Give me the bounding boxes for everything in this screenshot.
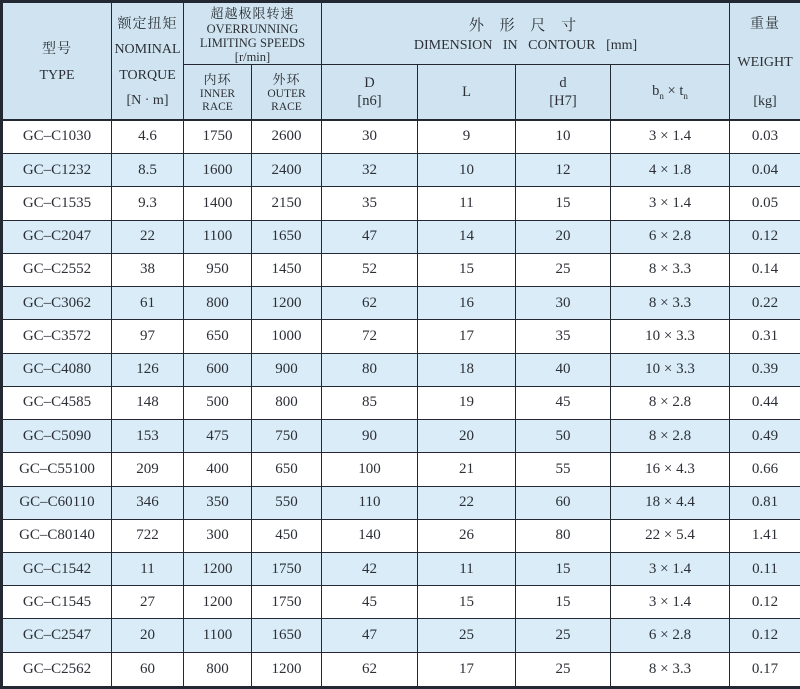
cell-D: 62 bbox=[322, 287, 418, 320]
col-header-torque-en2: TORQUE bbox=[119, 67, 176, 83]
col-header-bt bbox=[611, 65, 730, 120]
cell-weight: 0.39 bbox=[730, 353, 800, 386]
col-header-dimension bbox=[322, 2, 730, 65]
cell-D: 80 bbox=[322, 353, 418, 386]
cell-L: 15 bbox=[418, 586, 516, 619]
cell-inner-race-speed: 800 bbox=[184, 652, 252, 687]
cell-weight: 0.12 bbox=[730, 586, 800, 619]
cell-inner-race-speed: 1400 bbox=[184, 187, 252, 220]
cell-L: 14 bbox=[418, 220, 516, 253]
cell-bt: 4 × 1.8 bbox=[611, 154, 730, 187]
cell-nominal-torque: 8.5 bbox=[112, 154, 184, 187]
cell-type: GC–C5090 bbox=[2, 420, 112, 453]
cell-outer-race-speed: 650 bbox=[252, 453, 322, 486]
cell-inner-race-speed: 300 bbox=[184, 519, 252, 552]
cell-inner-race-speed: 400 bbox=[184, 453, 252, 486]
col-header-outer-zh: 外环 bbox=[272, 72, 301, 88]
cell-D: 62 bbox=[322, 652, 418, 687]
cell-D: 90 bbox=[322, 420, 418, 453]
cell-inner-race-speed: 800 bbox=[184, 287, 252, 320]
cell-bt: 10 × 3.3 bbox=[611, 320, 730, 353]
col-header-inner-race bbox=[184, 65, 252, 120]
table-row bbox=[2, 287, 800, 320]
cell-bt: 22 × 5.4 bbox=[611, 519, 730, 552]
cell-type: GC–C4080 bbox=[2, 353, 112, 386]
col-header-D-sym: D bbox=[364, 74, 375, 91]
cell-d: 25 bbox=[516, 253, 611, 286]
cell-inner-race-speed: 350 bbox=[184, 486, 252, 519]
cell-d: 60 bbox=[516, 486, 611, 519]
cell-weight: 0.11 bbox=[730, 552, 800, 585]
cell-inner-race-speed: 1200 bbox=[184, 552, 252, 585]
cell-L: 26 bbox=[418, 519, 516, 552]
cell-inner-race-speed: 650 bbox=[184, 320, 252, 353]
col-header-weight bbox=[730, 2, 800, 120]
cell-D: 100 bbox=[322, 453, 418, 486]
cell-type: GC–C60110 bbox=[2, 486, 112, 519]
cell-L: 21 bbox=[418, 453, 516, 486]
col-header-inner-zh: 内环 bbox=[203, 72, 232, 88]
cell-L: 25 bbox=[418, 619, 516, 652]
cell-D: 72 bbox=[322, 320, 418, 353]
cell-D: 47 bbox=[322, 220, 418, 253]
cell-nominal-torque: 27 bbox=[112, 586, 184, 619]
cell-outer-race-speed: 2400 bbox=[252, 154, 322, 187]
cell-bt: 8 × 2.8 bbox=[611, 420, 730, 453]
cell-L: 10 bbox=[418, 154, 516, 187]
cell-d: 25 bbox=[516, 652, 611, 687]
col-header-type-en: TYPE bbox=[39, 67, 75, 83]
col-header-dimension-zh: 外 形 尺 寸 bbox=[468, 17, 583, 34]
cell-nominal-torque: 38 bbox=[112, 253, 184, 286]
cell-bt: 18 × 4.4 bbox=[611, 486, 730, 519]
col-header-type bbox=[2, 2, 112, 120]
cell-L: 11 bbox=[418, 552, 516, 585]
cell-d: 30 bbox=[516, 287, 611, 320]
col-header-weight-en: WEIGHT bbox=[737, 55, 793, 71]
cell-bt: 6 × 2.8 bbox=[611, 619, 730, 652]
cell-weight: 0.03 bbox=[730, 120, 800, 154]
cell-D: 35 bbox=[322, 187, 418, 220]
cell-d: 12 bbox=[516, 154, 611, 187]
table-row bbox=[2, 386, 800, 419]
cell-D: 140 bbox=[322, 519, 418, 552]
cell-d: 55 bbox=[516, 453, 611, 486]
col-header-outer-en2: RACE bbox=[271, 101, 302, 114]
cell-inner-race-speed: 1750 bbox=[184, 120, 252, 154]
cell-bt: 8 × 3.3 bbox=[611, 652, 730, 687]
cell-nominal-torque: 61 bbox=[112, 287, 184, 320]
cell-nominal-torque: 97 bbox=[112, 320, 184, 353]
cell-L: 17 bbox=[418, 652, 516, 687]
col-header-type-zh: 型号 bbox=[42, 41, 72, 57]
col-header-d-unit: [H7] bbox=[549, 92, 577, 109]
table-row bbox=[2, 420, 800, 453]
table-row bbox=[2, 154, 800, 187]
cell-outer-race-speed: 1200 bbox=[252, 652, 322, 687]
cell-nominal-torque: 9.3 bbox=[112, 187, 184, 220]
col-header-outer-en1: OUTER bbox=[267, 88, 306, 101]
cell-bt: 10 × 3.3 bbox=[611, 353, 730, 386]
cell-type: GC–C2562 bbox=[2, 652, 112, 687]
table-row bbox=[2, 453, 800, 486]
col-header-overrunning-speeds bbox=[184, 2, 322, 65]
cell-type: GC–C4585 bbox=[2, 386, 112, 419]
cell-outer-race-speed: 800 bbox=[252, 386, 322, 419]
col-header-dimension-en: DIMENSION IN CONTOUR [mm] bbox=[413, 37, 638, 53]
cell-weight: 0.17 bbox=[730, 652, 800, 687]
cell-weight: 0.12 bbox=[730, 619, 800, 652]
cell-bt: 3 × 1.4 bbox=[611, 586, 730, 619]
cell-d: 15 bbox=[516, 552, 611, 585]
cell-D: 85 bbox=[322, 386, 418, 419]
cell-bt: 8 × 3.3 bbox=[611, 253, 730, 286]
col-header-D-unit: [n6] bbox=[357, 92, 382, 109]
col-header-weight-unit: [kg] bbox=[753, 93, 777, 109]
cell-L: 15 bbox=[418, 253, 516, 286]
cell-D: 32 bbox=[322, 154, 418, 187]
cell-outer-race-speed: 1650 bbox=[252, 619, 322, 652]
table-row bbox=[2, 586, 800, 619]
cell-outer-race-speed: 1650 bbox=[252, 220, 322, 253]
cell-inner-race-speed: 500 bbox=[184, 386, 252, 419]
cell-weight: 0.81 bbox=[730, 486, 800, 519]
cell-weight: 0.44 bbox=[730, 386, 800, 419]
cell-outer-race-speed: 1750 bbox=[252, 552, 322, 585]
cell-outer-race-speed: 750 bbox=[252, 420, 322, 453]
cell-d: 80 bbox=[516, 519, 611, 552]
col-header-d bbox=[516, 65, 611, 120]
cell-D: 110 bbox=[322, 486, 418, 519]
cell-bt: 6 × 2.8 bbox=[611, 220, 730, 253]
cell-inner-race-speed: 1100 bbox=[184, 220, 252, 253]
cell-nominal-torque: 153 bbox=[112, 420, 184, 453]
cell-outer-race-speed: 1750 bbox=[252, 586, 322, 619]
cell-L: 11 bbox=[418, 187, 516, 220]
cell-d: 50 bbox=[516, 420, 611, 453]
cell-weight: 0.49 bbox=[730, 420, 800, 453]
cell-D: 52 bbox=[322, 253, 418, 286]
cell-weight: 0.14 bbox=[730, 253, 800, 286]
cell-inner-race-speed: 950 bbox=[184, 253, 252, 286]
table-row bbox=[2, 220, 800, 253]
cell-outer-race-speed: 450 bbox=[252, 519, 322, 552]
col-header-weight-zh: 重量 bbox=[750, 17, 781, 32]
cell-d: 35 bbox=[516, 320, 611, 353]
cell-inner-race-speed: 475 bbox=[184, 420, 252, 453]
cell-L: 22 bbox=[418, 486, 516, 519]
cell-weight: 0.04 bbox=[730, 154, 800, 187]
col-header-bt-label: $b_n \times t_n$ bbox=[652, 82, 688, 101]
table-row bbox=[2, 120, 800, 154]
cell-type: GC–C3062 bbox=[2, 287, 112, 320]
table-row bbox=[2, 519, 800, 552]
table-row bbox=[2, 652, 800, 687]
cell-D: 42 bbox=[322, 552, 418, 585]
cell-weight: 0.66 bbox=[730, 453, 800, 486]
cell-L: 9 bbox=[418, 120, 516, 154]
cell-d: 10 bbox=[516, 120, 611, 154]
cell-bt: 3 × 1.4 bbox=[611, 187, 730, 220]
col-header-speeds-en1: OVERRUNNING bbox=[206, 22, 299, 36]
cell-inner-race-speed: 600 bbox=[184, 353, 252, 386]
cell-d: 25 bbox=[516, 619, 611, 652]
col-header-speeds-zh: 超越极限转速 bbox=[210, 6, 295, 21]
col-header-L-sym: L bbox=[462, 83, 471, 100]
table-row bbox=[2, 353, 800, 386]
cell-bt: 16 × 4.3 bbox=[611, 453, 730, 486]
cell-weight: 0.12 bbox=[730, 220, 800, 253]
cell-nominal-torque: 126 bbox=[112, 353, 184, 386]
cell-type: GC–C2047 bbox=[2, 220, 112, 253]
cell-type: GC–C1535 bbox=[2, 187, 112, 220]
col-header-speeds-unit: [r/min] bbox=[234, 50, 271, 64]
cell-nominal-torque: 722 bbox=[112, 519, 184, 552]
table-row bbox=[2, 619, 800, 652]
col-header-torque-unit: [N · m] bbox=[126, 93, 169, 108]
cell-nominal-torque: 346 bbox=[112, 486, 184, 519]
cell-D: 30 bbox=[322, 120, 418, 154]
cell-nominal-torque: 20 bbox=[112, 619, 184, 652]
cell-d: 15 bbox=[516, 586, 611, 619]
cell-d: 20 bbox=[516, 220, 611, 253]
cell-d: 40 bbox=[516, 353, 611, 386]
cell-D: 45 bbox=[322, 586, 418, 619]
cell-bt: 3 × 1.4 bbox=[611, 552, 730, 585]
cell-bt: 8 × 2.8 bbox=[611, 386, 730, 419]
cell-outer-race-speed: 2600 bbox=[252, 120, 322, 154]
col-header-speeds-en2: LIMITING SPEEDS bbox=[199, 36, 306, 50]
cell-type: GC–C80140 bbox=[2, 519, 112, 552]
cell-type: GC–C1232 bbox=[2, 154, 112, 187]
cell-inner-race-speed: 1200 bbox=[184, 586, 252, 619]
cell-L: 20 bbox=[418, 420, 516, 453]
col-header-D bbox=[322, 65, 418, 120]
cell-type: GC–C1542 bbox=[2, 552, 112, 585]
cell-L: 17 bbox=[418, 320, 516, 353]
table-row bbox=[2, 253, 800, 286]
cell-inner-race-speed: 1600 bbox=[184, 154, 252, 187]
cell-inner-race-speed: 1100 bbox=[184, 619, 252, 652]
col-header-inner-en1: INNER bbox=[199, 88, 236, 101]
col-header-L bbox=[418, 65, 516, 120]
col-header-torque bbox=[112, 2, 184, 120]
cell-D: 47 bbox=[322, 619, 418, 652]
cell-outer-race-speed: 2150 bbox=[252, 187, 322, 220]
col-header-torque-zh: 额定扭矩 bbox=[117, 16, 178, 32]
cell-nominal-torque: 4.6 bbox=[112, 120, 184, 154]
cell-nominal-torque: 22 bbox=[112, 220, 184, 253]
table-row bbox=[2, 320, 800, 353]
cell-outer-race-speed: 1000 bbox=[252, 320, 322, 353]
cell-weight: 0.31 bbox=[730, 320, 800, 353]
col-header-outer-race bbox=[252, 65, 322, 120]
cell-weight: 0.05 bbox=[730, 187, 800, 220]
cell-outer-race-speed: 1200 bbox=[252, 287, 322, 320]
col-header-d-sym: d bbox=[559, 74, 567, 91]
cell-weight: 0.22 bbox=[730, 287, 800, 320]
cell-type: GC–C55100 bbox=[2, 453, 112, 486]
cell-type: GC–C2547 bbox=[2, 619, 112, 652]
cell-nominal-torque: 11 bbox=[112, 552, 184, 585]
cell-outer-race-speed: 550 bbox=[252, 486, 322, 519]
col-header-inner-en2: RACE bbox=[202, 101, 233, 114]
cell-L: 18 bbox=[418, 353, 516, 386]
table-row bbox=[2, 552, 800, 585]
table-row bbox=[2, 486, 800, 519]
cell-nominal-torque: 209 bbox=[112, 453, 184, 486]
col-header-torque-en1: NOMINAL bbox=[114, 42, 181, 57]
cell-L: 19 bbox=[418, 386, 516, 419]
cell-L: 16 bbox=[418, 287, 516, 320]
cell-type: GC–C1545 bbox=[2, 586, 112, 619]
cell-weight: 1.41 bbox=[730, 519, 800, 552]
cell-outer-race-speed: 1450 bbox=[252, 253, 322, 286]
table-row bbox=[2, 187, 800, 220]
cell-type: GC–C1030 bbox=[2, 120, 112, 154]
cell-type: GC–C3572 bbox=[2, 320, 112, 353]
cell-bt: 3 × 1.4 bbox=[611, 120, 730, 154]
cell-bt: 8 × 3.3 bbox=[611, 287, 730, 320]
cell-d: 15 bbox=[516, 187, 611, 220]
cell-d: 45 bbox=[516, 386, 611, 419]
cell-type: GC–C2552 bbox=[2, 253, 112, 286]
cell-outer-race-speed: 900 bbox=[252, 353, 322, 386]
cell-nominal-torque: 148 bbox=[112, 386, 184, 419]
cell-nominal-torque: 60 bbox=[112, 652, 184, 687]
